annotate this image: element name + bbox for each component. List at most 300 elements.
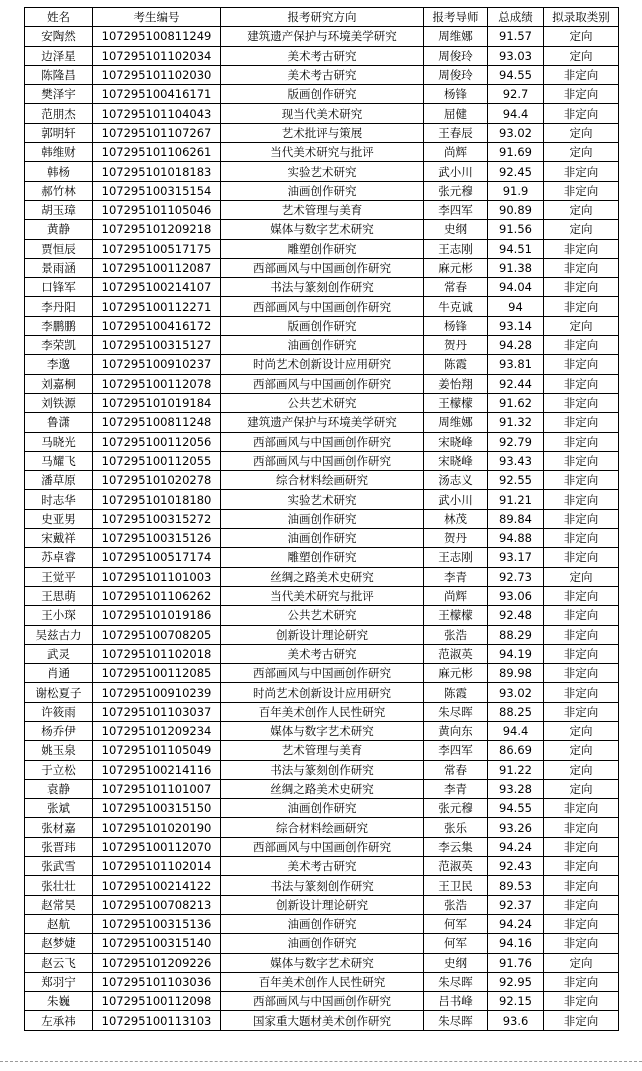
admission-type-cell: 非定向 xyxy=(544,606,619,625)
admission-type-cell: 定向 xyxy=(544,316,619,335)
name-cell: 郭明轩 xyxy=(25,123,93,142)
exam-id-cell: 107295101102014 xyxy=(93,857,221,876)
score-cell: 93.02 xyxy=(488,683,544,702)
direction-cell: 实验艺术研究 xyxy=(221,162,424,181)
exam-id-cell: 107295101105049 xyxy=(93,741,221,760)
admission-type-cell: 非定向 xyxy=(544,393,619,412)
score-cell: 92.44 xyxy=(488,374,544,393)
table-row xyxy=(25,972,619,991)
direction-cell: 西部画风与中国画创作研究 xyxy=(221,451,424,470)
page-divider xyxy=(0,1061,642,1062)
tutor-cell: 周维娜 xyxy=(424,413,488,432)
admission-type-cell: 非定向 xyxy=(544,992,619,1011)
table-row xyxy=(25,741,619,760)
name-cell: 张晋玮 xyxy=(25,837,93,856)
exam-id-cell: 107295101209226 xyxy=(93,953,221,972)
exam-id-cell: 107295100315126 xyxy=(93,529,221,548)
tutor-cell: 牛克诚 xyxy=(424,297,488,316)
direction-cell: 当代美术研究与批评 xyxy=(221,143,424,162)
tutor-cell: 王檬檬 xyxy=(424,606,488,625)
score-cell: 94 xyxy=(488,297,544,316)
table-row xyxy=(25,451,619,470)
table-row xyxy=(25,104,619,123)
admission-type-cell: 非定向 xyxy=(544,336,619,355)
score-cell: 89.98 xyxy=(488,664,544,683)
tutor-cell: 麻元彬 xyxy=(424,664,488,683)
score-cell: 93.6 xyxy=(488,1011,544,1030)
exam-id-cell: 107295100112098 xyxy=(93,992,221,1011)
name-cell: 刘嘉桐 xyxy=(25,374,93,393)
admission-type-cell: 非定向 xyxy=(544,586,619,605)
direction-cell: 创新设计理论研究 xyxy=(221,625,424,644)
table-row xyxy=(25,355,619,374)
admission-type-cell: 非定向 xyxy=(544,934,619,953)
score-cell: 89.84 xyxy=(488,509,544,528)
admission-type-cell: 定向 xyxy=(544,779,619,798)
direction-cell: 西部画风与中国画创作研究 xyxy=(221,432,424,451)
name-cell: 郑羽宁 xyxy=(25,972,93,991)
score-cell: 92.55 xyxy=(488,471,544,490)
tutor-cell: 朱尽晖 xyxy=(424,1011,488,1030)
table-row xyxy=(25,586,619,605)
score-cell: 93.14 xyxy=(488,316,544,335)
direction-cell: 西部画风与中国画创作研究 xyxy=(221,992,424,1011)
exam-id-cell: 107295100315127 xyxy=(93,336,221,355)
score-cell: 86.69 xyxy=(488,741,544,760)
name-cell: 黄静 xyxy=(25,220,93,239)
name-cell: 李邈 xyxy=(25,355,93,374)
direction-cell: 西部画风与中国画创作研究 xyxy=(221,258,424,277)
admission-type-cell: 定向 xyxy=(544,27,619,46)
table-row xyxy=(25,162,619,181)
direction-cell: 丝绸之路美术史研究 xyxy=(221,567,424,586)
table-row xyxy=(25,258,619,277)
exam-id-cell: 107295100517174 xyxy=(93,548,221,567)
admission-type-cell: 非定向 xyxy=(544,162,619,181)
admission-type-cell: 定向 xyxy=(544,46,619,65)
name-cell: 左承祎 xyxy=(25,1011,93,1030)
table-row xyxy=(25,220,619,239)
name-cell: 赵常昊 xyxy=(25,895,93,914)
direction-cell: 综合材料绘画研究 xyxy=(221,818,424,837)
direction-cell: 雕塑创作研究 xyxy=(221,548,424,567)
table-row xyxy=(25,490,619,509)
tutor-cell: 麻元彬 xyxy=(424,258,488,277)
exam-id-cell: 107295101101007 xyxy=(93,779,221,798)
score-cell: 94.55 xyxy=(488,65,544,84)
direction-cell: 书法与篆刻创作研究 xyxy=(221,278,424,297)
exam-id-cell: 107295100416172 xyxy=(93,316,221,335)
score-cell: 91.9 xyxy=(488,181,544,200)
score-cell: 94.24 xyxy=(488,837,544,856)
exam-id-cell: 107295101106262 xyxy=(93,586,221,605)
score-cell: 91.69 xyxy=(488,143,544,162)
score-cell: 92.45 xyxy=(488,162,544,181)
score-cell: 88.25 xyxy=(488,702,544,721)
name-cell: 张斌 xyxy=(25,799,93,818)
name-cell: 史亚男 xyxy=(25,509,93,528)
score-cell: 93.17 xyxy=(488,548,544,567)
score-cell: 94.55 xyxy=(488,799,544,818)
table-row xyxy=(25,413,619,432)
admission-type-cell: 定向 xyxy=(544,143,619,162)
tutor-cell: 范淑英 xyxy=(424,644,488,663)
name-cell: 马晓光 xyxy=(25,432,93,451)
name-cell: 吴兹古力 xyxy=(25,625,93,644)
table-row xyxy=(25,374,619,393)
exam-id-cell: 107295101209234 xyxy=(93,721,221,740)
name-cell: 范朋杰 xyxy=(25,104,93,123)
score-cell: 91.57 xyxy=(488,27,544,46)
tutor-cell: 何军 xyxy=(424,934,488,953)
score-cell: 93.03 xyxy=(488,46,544,65)
header-exam-id: 考生编号 xyxy=(93,8,221,27)
direction-cell: 媒体与数字艺术研究 xyxy=(221,721,424,740)
name-cell: 樊泽宇 xyxy=(25,85,93,104)
exam-id-cell: 107295101020278 xyxy=(93,471,221,490)
score-cell: 92.43 xyxy=(488,857,544,876)
tutor-cell: 张元穆 xyxy=(424,799,488,818)
tutor-cell: 吕书峰 xyxy=(424,992,488,1011)
tutor-cell: 杨锋 xyxy=(424,85,488,104)
admission-type-cell: 非定向 xyxy=(544,258,619,277)
admission-type-cell: 非定向 xyxy=(544,625,619,644)
tutor-cell: 李青 xyxy=(424,779,488,798)
score-cell: 94.28 xyxy=(488,336,544,355)
table-row xyxy=(25,46,619,65)
name-cell: 李荣凯 xyxy=(25,336,93,355)
table-row xyxy=(25,529,619,548)
table-row xyxy=(25,644,619,663)
name-cell: 张材嘉 xyxy=(25,818,93,837)
exam-id-cell: 107295100214107 xyxy=(93,278,221,297)
exam-id-cell: 107295101103036 xyxy=(93,972,221,991)
exam-id-cell: 107295101103037 xyxy=(93,702,221,721)
direction-cell: 实验艺术研究 xyxy=(221,490,424,509)
admission-type-cell: 定向 xyxy=(544,721,619,740)
score-cell: 92.48 xyxy=(488,606,544,625)
direction-cell: 西部画风与中国画创作研究 xyxy=(221,374,424,393)
score-cell: 91.76 xyxy=(488,953,544,972)
header-row xyxy=(25,8,619,27)
tutor-cell: 王春辰 xyxy=(424,123,488,142)
direction-cell: 媒体与数字艺术研究 xyxy=(221,953,424,972)
admission-type-cell: 非定向 xyxy=(544,644,619,663)
name-cell: 郝竹林 xyxy=(25,181,93,200)
direction-cell: 油画创作研究 xyxy=(221,799,424,818)
score-cell: 92.37 xyxy=(488,895,544,914)
direction-cell: 建筑遗产保护与环境美学研究 xyxy=(221,27,424,46)
score-cell: 92.7 xyxy=(488,85,544,104)
name-cell: 景雨涵 xyxy=(25,258,93,277)
admission-type-cell: 非定向 xyxy=(544,297,619,316)
table-row xyxy=(25,683,619,702)
direction-cell: 美术考古研究 xyxy=(221,644,424,663)
score-cell: 94.04 xyxy=(488,278,544,297)
table-row xyxy=(25,1011,619,1030)
tutor-cell: 宋晓峰 xyxy=(424,451,488,470)
direction-cell: 时尚艺术创新设计应用研究 xyxy=(221,355,424,374)
admission-type-cell: 非定向 xyxy=(544,104,619,123)
name-cell: 张武雪 xyxy=(25,857,93,876)
exam-id-cell: 107295101209218 xyxy=(93,220,221,239)
direction-cell: 综合材料绘画研究 xyxy=(221,471,424,490)
score-cell: 91.21 xyxy=(488,490,544,509)
name-cell: 口锋军 xyxy=(25,278,93,297)
table-row xyxy=(25,548,619,567)
admission-type-cell: 定向 xyxy=(544,220,619,239)
direction-cell: 国家重大题材美术创作研究 xyxy=(221,1011,424,1030)
score-cell: 92.79 xyxy=(488,432,544,451)
admission-type-cell: 非定向 xyxy=(544,972,619,991)
exam-id-cell: 107295101018183 xyxy=(93,162,221,181)
score-cell: 90.89 xyxy=(488,200,544,219)
score-cell: 91.62 xyxy=(488,393,544,412)
tutor-cell: 张乐 xyxy=(424,818,488,837)
admission-table xyxy=(24,7,619,1031)
name-cell: 杨乔伊 xyxy=(25,721,93,740)
exam-id-cell: 107295101019184 xyxy=(93,393,221,412)
name-cell: 许筱雨 xyxy=(25,702,93,721)
exam-id-cell: 107295100811248 xyxy=(93,413,221,432)
score-cell: 91.56 xyxy=(488,220,544,239)
table-row xyxy=(25,702,619,721)
exam-id-cell: 107295100315140 xyxy=(93,934,221,953)
score-cell: 94.4 xyxy=(488,721,544,740)
score-cell: 94.19 xyxy=(488,644,544,663)
name-cell: 时志华 xyxy=(25,490,93,509)
table-row xyxy=(25,181,619,200)
tutor-cell: 王志刚 xyxy=(424,239,488,258)
tutor-cell: 何军 xyxy=(424,914,488,933)
direction-cell: 公共艺术研究 xyxy=(221,606,424,625)
name-cell: 鲁潇 xyxy=(25,413,93,432)
exam-id-cell: 107295101019186 xyxy=(93,606,221,625)
tutor-cell: 姜怡翔 xyxy=(424,374,488,393)
header-direction: 报考研究方向 xyxy=(221,8,424,27)
exam-id-cell: 107295100112055 xyxy=(93,451,221,470)
admission-type-cell: 非定向 xyxy=(544,799,619,818)
admission-type-cell: 非定向 xyxy=(544,664,619,683)
name-cell: 赵云飞 xyxy=(25,953,93,972)
direction-cell: 油画创作研究 xyxy=(221,529,424,548)
name-cell: 安陶然 xyxy=(25,27,93,46)
score-cell: 94.16 xyxy=(488,934,544,953)
admission-type-cell: 非定向 xyxy=(544,914,619,933)
table-row xyxy=(25,509,619,528)
direction-cell: 建筑遗产保护与环境美学研究 xyxy=(221,413,424,432)
admission-type-cell: 非定向 xyxy=(544,837,619,856)
exam-id-cell: 107295100910237 xyxy=(93,355,221,374)
table-row xyxy=(25,297,619,316)
direction-cell: 油画创作研究 xyxy=(221,181,424,200)
name-cell: 谢松夏子 xyxy=(25,683,93,702)
exam-id-cell: 107295100112078 xyxy=(93,374,221,393)
table-row xyxy=(25,393,619,412)
direction-cell: 油画创作研究 xyxy=(221,914,424,933)
table-row xyxy=(25,123,619,142)
admission-type-cell: 非定向 xyxy=(544,471,619,490)
tutor-cell: 陈霞 xyxy=(424,683,488,702)
admission-type-cell: 定向 xyxy=(544,567,619,586)
exam-id-cell: 107295101101003 xyxy=(93,567,221,586)
table-row xyxy=(25,779,619,798)
table-row xyxy=(25,239,619,258)
direction-cell: 百年美术创作人民性研究 xyxy=(221,702,424,721)
direction-cell: 当代美术研究与批评 xyxy=(221,586,424,605)
header-admission-type: 拟录取类别 xyxy=(544,8,619,27)
direction-cell: 美术考古研究 xyxy=(221,46,424,65)
admission-type-cell: 非定向 xyxy=(544,451,619,470)
tutor-cell: 尚辉 xyxy=(424,586,488,605)
name-cell: 姚玉泉 xyxy=(25,741,93,760)
tutor-cell: 陈霞 xyxy=(424,355,488,374)
name-cell: 潘草原 xyxy=(25,471,93,490)
direction-cell: 书法与篆刻创作研究 xyxy=(221,760,424,779)
direction-cell: 时尚艺术创新设计应用研究 xyxy=(221,683,424,702)
exam-id-cell: 107295101018180 xyxy=(93,490,221,509)
admission-type-cell: 非定向 xyxy=(544,413,619,432)
admission-type-cell: 非定向 xyxy=(544,181,619,200)
direction-cell: 西部画风与中国画创作研究 xyxy=(221,664,424,683)
name-cell: 赵航 xyxy=(25,914,93,933)
exam-id-cell: 107295100214122 xyxy=(93,876,221,895)
tutor-cell: 贺丹 xyxy=(424,336,488,355)
score-cell: 94.4 xyxy=(488,104,544,123)
table-row xyxy=(25,818,619,837)
admission-type-cell: 非定向 xyxy=(544,857,619,876)
score-cell: 91.38 xyxy=(488,258,544,277)
score-cell: 89.53 xyxy=(488,876,544,895)
direction-cell: 版画创作研究 xyxy=(221,85,424,104)
name-cell: 马耀飞 xyxy=(25,451,93,470)
admission-type-cell: 定向 xyxy=(544,760,619,779)
tutor-cell: 史纲 xyxy=(424,953,488,972)
tutor-cell: 范淑英 xyxy=(424,857,488,876)
tutor-cell: 李四军 xyxy=(424,741,488,760)
score-cell: 93.06 xyxy=(488,586,544,605)
direction-cell: 油画创作研究 xyxy=(221,336,424,355)
admission-type-cell: 定向 xyxy=(544,953,619,972)
tutor-cell: 李云集 xyxy=(424,837,488,856)
tutor-cell: 贺丹 xyxy=(424,529,488,548)
score-cell: 94.24 xyxy=(488,914,544,933)
table-row xyxy=(25,992,619,1011)
name-cell: 肖通 xyxy=(25,664,93,683)
table-row xyxy=(25,953,619,972)
admission-type-cell: 非定向 xyxy=(544,239,619,258)
table-row xyxy=(25,721,619,740)
direction-cell: 书法与篆刻创作研究 xyxy=(221,876,424,895)
name-cell: 韩维财 xyxy=(25,143,93,162)
tutor-cell: 张浩 xyxy=(424,625,488,644)
table-row xyxy=(25,876,619,895)
direction-cell: 版画创作研究 xyxy=(221,316,424,335)
tutor-cell: 常春 xyxy=(424,278,488,297)
score-cell: 92.73 xyxy=(488,567,544,586)
direction-cell: 媒体与数字艺术研究 xyxy=(221,220,424,239)
admission-type-cell: 非定向 xyxy=(544,355,619,374)
name-cell: 苏卓睿 xyxy=(25,548,93,567)
score-cell: 92.95 xyxy=(488,972,544,991)
score-cell: 94.88 xyxy=(488,529,544,548)
table-row xyxy=(25,934,619,953)
exam-id-cell: 107295100112085 xyxy=(93,664,221,683)
tutor-cell: 王志刚 xyxy=(424,548,488,567)
tutor-cell: 朱尽晖 xyxy=(424,702,488,721)
name-cell: 宋戴祥 xyxy=(25,529,93,548)
name-cell: 张壮壮 xyxy=(25,876,93,895)
score-cell: 94.51 xyxy=(488,239,544,258)
name-cell: 刘铁源 xyxy=(25,393,93,412)
direction-cell: 美术考古研究 xyxy=(221,857,424,876)
table-row xyxy=(25,316,619,335)
name-cell: 李丹阳 xyxy=(25,297,93,316)
admission-type-cell: 非定向 xyxy=(544,683,619,702)
exam-id-cell: 107295100315272 xyxy=(93,509,221,528)
exam-id-cell: 107295101107267 xyxy=(93,123,221,142)
tutor-cell: 林茂 xyxy=(424,509,488,528)
table-row xyxy=(25,85,619,104)
direction-cell: 艺术批评与策展 xyxy=(221,123,424,142)
score-cell: 93.26 xyxy=(488,818,544,837)
tutor-cell: 杨锋 xyxy=(424,316,488,335)
direction-cell: 丝绸之路美术史研究 xyxy=(221,779,424,798)
exam-id-cell: 107295100315154 xyxy=(93,181,221,200)
table-row xyxy=(25,143,619,162)
table-row xyxy=(25,914,619,933)
admission-type-cell: 非定向 xyxy=(544,876,619,895)
tutor-cell: 尚辉 xyxy=(424,143,488,162)
exam-id-cell: 107295100112271 xyxy=(93,297,221,316)
admission-type-cell: 定向 xyxy=(544,123,619,142)
admission-type-cell: 非定向 xyxy=(544,85,619,104)
direction-cell: 西部画风与中国画创作研究 xyxy=(221,837,424,856)
direction-cell: 西部画风与中国画创作研究 xyxy=(221,297,424,316)
exam-id-cell: 107295100517175 xyxy=(93,239,221,258)
tutor-cell: 宋晓峰 xyxy=(424,432,488,451)
exam-id-cell: 107295100112087 xyxy=(93,258,221,277)
score-cell: 91.32 xyxy=(488,413,544,432)
tutor-cell: 史纲 xyxy=(424,220,488,239)
admission-type-cell: 非定向 xyxy=(544,1011,619,1030)
name-cell: 边泽星 xyxy=(25,46,93,65)
tutor-cell: 李四军 xyxy=(424,200,488,219)
table-row xyxy=(25,27,619,46)
tutor-cell: 周俊玲 xyxy=(424,65,488,84)
exam-id-cell: 107295100113103 xyxy=(93,1011,221,1030)
direction-cell: 创新设计理论研究 xyxy=(221,895,424,914)
score-cell: 93.81 xyxy=(488,355,544,374)
direction-cell: 油画创作研究 xyxy=(221,509,424,528)
exam-id-cell: 107295100214116 xyxy=(93,760,221,779)
score-cell: 88.29 xyxy=(488,625,544,644)
direction-cell: 美术考古研究 xyxy=(221,65,424,84)
exam-id-cell: 107295101104043 xyxy=(93,104,221,123)
tutor-cell: 李青 xyxy=(424,567,488,586)
tutor-cell: 王檬檬 xyxy=(424,393,488,412)
direction-cell: 现当代美术研究 xyxy=(221,104,424,123)
exam-id-cell: 107295101020190 xyxy=(93,818,221,837)
header-tutor: 报考导师 xyxy=(424,8,488,27)
table-row xyxy=(25,567,619,586)
header-score: 总成绩 xyxy=(488,8,544,27)
exam-id-cell: 107295100112070 xyxy=(93,837,221,856)
admission-type-cell: 非定向 xyxy=(544,529,619,548)
exam-id-cell: 107295101102034 xyxy=(93,46,221,65)
name-cell: 李鹏鹏 xyxy=(25,316,93,335)
admission-type-cell: 定向 xyxy=(544,200,619,219)
